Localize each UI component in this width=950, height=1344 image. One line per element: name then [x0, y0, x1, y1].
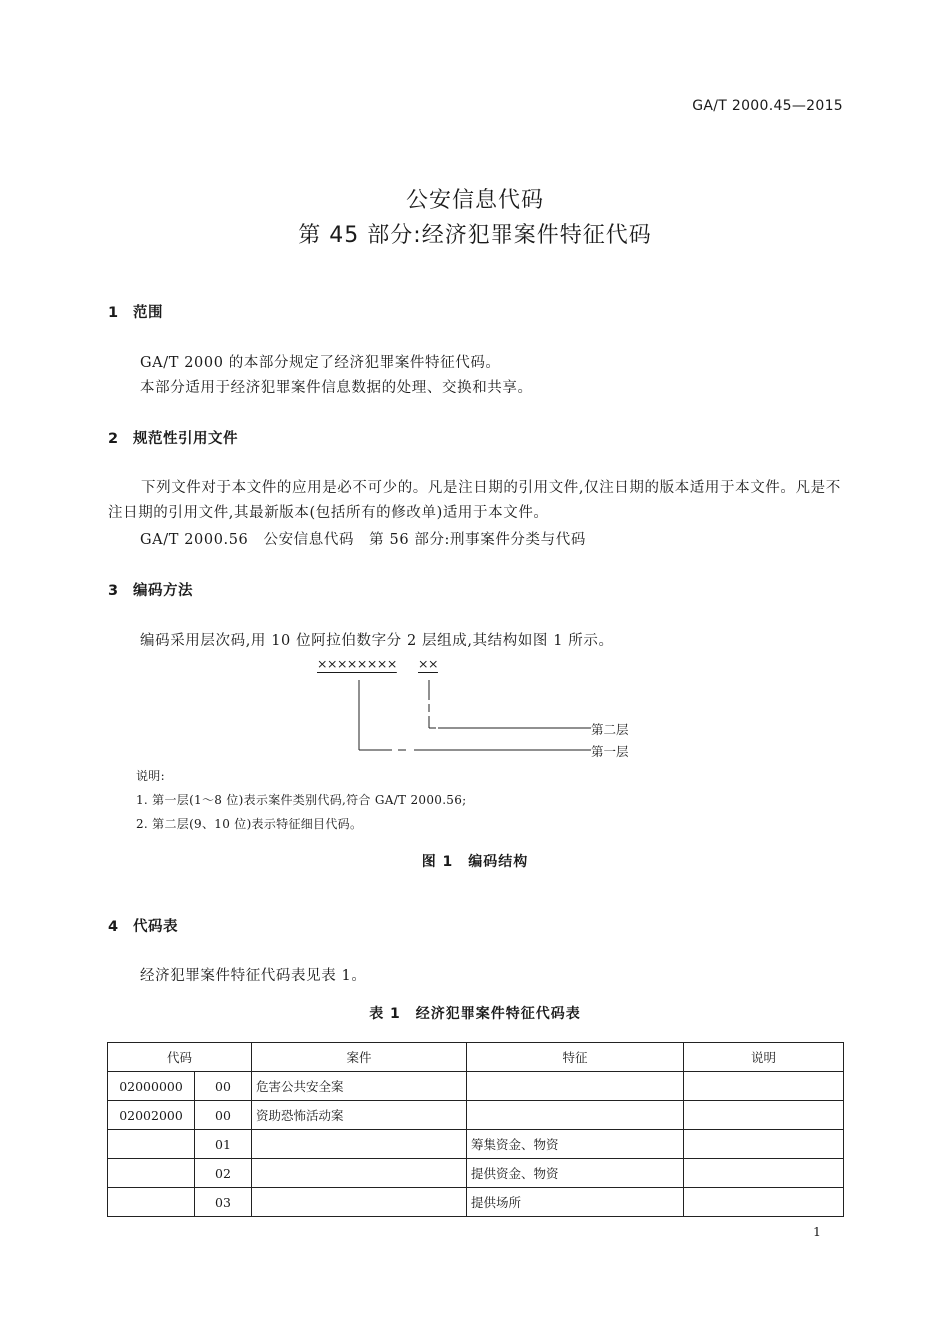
section-3-heading — [108, 579, 193, 600]
cell-code-feature: 00 — [195, 1072, 252, 1101]
cell-feature — [467, 1101, 684, 1130]
cell-case — [252, 1188, 467, 1217]
table-row — [108, 1188, 844, 1217]
header-case: 案件 — [252, 1043, 467, 1072]
section-title: 代码表 — [133, 919, 178, 935]
cell-feature — [467, 1072, 684, 1101]
code-table-intro: 经济犯罪案件特征代码表见表 1。 — [140, 968, 367, 984]
section-2-heading — [108, 427, 238, 448]
cell-code-feature: 02 — [195, 1159, 252, 1188]
note-2: 2. 第二层(9、10 位)表示特征细目代码。 — [136, 817, 363, 831]
coding-structure-diagram — [300, 670, 600, 760]
cell-remark — [684, 1101, 844, 1130]
code-group-layer1: ×××××××× — [317, 656, 397, 671]
cell-code-category: 02002000 — [108, 1101, 195, 1130]
section-title: 范围 — [133, 305, 163, 321]
table-caption: 表 1 经济犯罪案件特征代码表 — [369, 1006, 581, 1022]
cell-code-category — [108, 1188, 195, 1217]
table-row — [108, 1101, 844, 1130]
section-1-heading — [108, 301, 163, 322]
references-paragraph-1: 下列文件对于本文件的应用是必不可少的。凡是注日期的引用文件,仅注日期的版本适用于本文件。凡是不注日期的引用文件,其最新版本(包括所有的修改单)适用于本文件。 — [108, 480, 841, 521]
cell-case: 危害公共安全案 — [252, 1072, 467, 1101]
references-paragraph-2: GA/T 2000.56 公安信息代码 第 56 部分:刑事案件分类与代码 — [140, 532, 586, 548]
cell-remark — [684, 1159, 844, 1188]
table-row — [108, 1130, 844, 1159]
cell-feature: 提供场所 — [467, 1188, 684, 1217]
cell-case — [252, 1159, 467, 1188]
document-subtitle: 第 45 部分:经济犯罪案件特征代码 — [298, 223, 652, 248]
cell-code-feature: 00 — [195, 1101, 252, 1130]
cell-remark — [684, 1130, 844, 1159]
cell-remark — [684, 1188, 844, 1217]
cell-feature: 筹集资金、物资 — [467, 1130, 684, 1159]
header-remark: 说明 — [684, 1043, 844, 1072]
cell-code-category — [108, 1130, 195, 1159]
coding-paragraph: 编码采用层次码,用 10 位阿拉伯数字分 2 层组成,其结构如图 1 所示。 — [140, 633, 614, 649]
cell-case: 资助恐怖活动案 — [252, 1101, 467, 1130]
section-4-heading — [108, 915, 178, 936]
header-code: 代码 — [108, 1043, 252, 1072]
notes-title: 说明: — [136, 769, 165, 783]
header-feature: 特征 — [467, 1043, 684, 1072]
figure-caption: 图 1 编码结构 — [421, 854, 529, 870]
section-number: 2 — [108, 431, 119, 447]
cell-code-feature: 03 — [195, 1188, 252, 1217]
cell-feature: 提供资金、物资 — [467, 1159, 684, 1188]
cell-code-feature: 01 — [195, 1130, 252, 1159]
code-group-layer2: ×× — [418, 656, 438, 671]
section-number: 1 — [108, 305, 119, 321]
section-number: 4 — [108, 919, 119, 935]
section-title: 规范性引用文件 — [133, 431, 238, 447]
note-1: 1. 第一层(1～8 位)表示案件类别代码,符合 GA/T 2000.56; — [136, 793, 467, 807]
section-title: 编码方法 — [133, 583, 193, 599]
scope-paragraph-2: 本部分适用于经济犯罪案件信息数据的处理、交换和共享。 — [140, 380, 533, 396]
document-title: 公安信息代码 — [405, 188, 544, 213]
section-number: 3 — [108, 583, 119, 599]
page-number: 1 — [813, 1224, 821, 1239]
table-row — [108, 1072, 844, 1101]
table-header-row — [108, 1043, 844, 1072]
scope-paragraph-1: GA/T 2000 的本部分规定了经济犯罪案件特征代码。 — [140, 355, 501, 371]
code-table — [107, 1042, 844, 1217]
cell-code-category: 02000000 — [108, 1072, 195, 1101]
layer1-label: 第一层 — [591, 744, 629, 759]
layer2-label: 第二层 — [591, 722, 629, 737]
table-row — [108, 1159, 844, 1188]
cell-remark — [684, 1072, 844, 1101]
document-id: GA/T 2000.45—2015 — [692, 98, 843, 114]
cell-case — [252, 1130, 467, 1159]
cell-code-category — [108, 1159, 195, 1188]
